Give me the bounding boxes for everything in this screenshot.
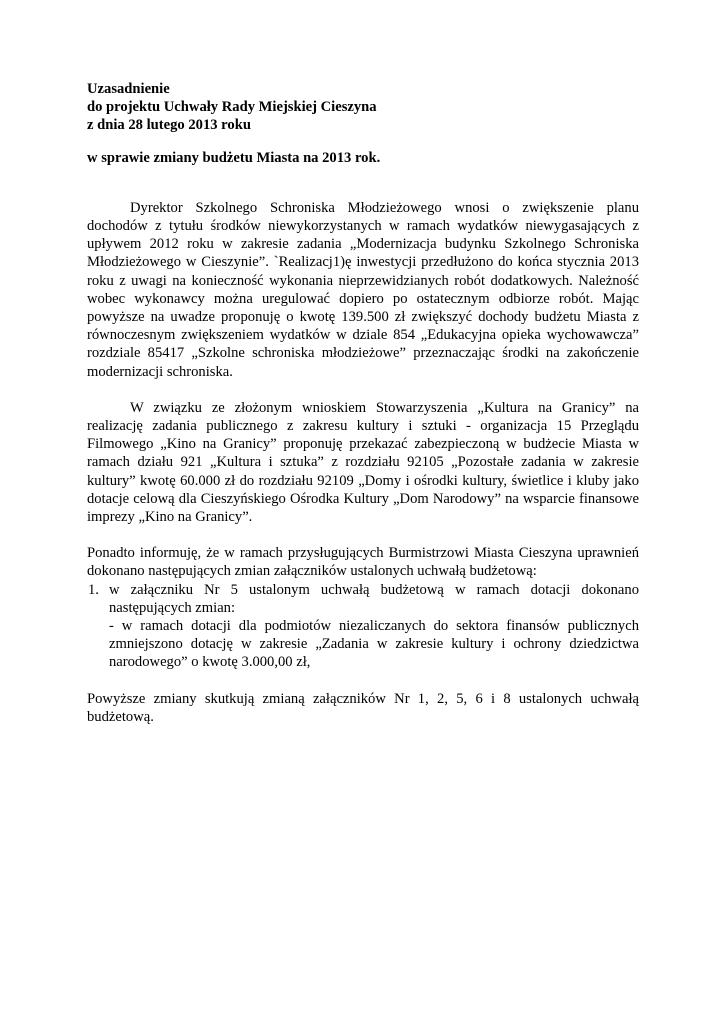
heading-title: Uzasadnienie: [87, 81, 170, 97]
changes-list: [87, 581, 639, 672]
paragraph-kino-na-granicy: W związku ze złożonym wnioskiem Stowarzyszenia „Kultura na Granicy” na realizację zadania publicznego z zakresu kultury i sztuki - organizacja 15 Przeglądu Filmowego „Kino na Granicy” proponuję przekazać zabezpieczoną w budżecie Miasta w ramach działu 921 „Kultura i sztuka” z rozdziału 92105 „Pozostałe zadania w zakresie kultury” kwotę 60.000 zł do rozdziału 92109 „Domy i ośrodki kultury, świetlice i kluby jako dotacje celową dla Cieszyńskiego Ośrodka Kultury „Dom Narodowy” na wsparcie finansowe imprezy „Kino na Granicy”.: [87, 399, 639, 526]
document-heading: [87, 80, 639, 135]
list-item-subtext: - w ramach dotacji dla podmiotów niezaliczanych do sektora finansów publicznych zmniejszono dotację w zakresie „Zadania w zakresie kultury i ochrony dziedzictwa narodowego” o kwotę 3.000,00 zł,: [109, 618, 639, 671]
document-subject: w sprawie zmiany budżetu Miasta na 2013 rok.: [87, 149, 381, 166]
heading-date: z dnia 28 lutego 2013 roku: [87, 117, 251, 134]
closing-paragraph: Powyższe zmiany skutkują zmianą załączników Nr 1, 2, 5, 6 i 8 ustalonych uchwałą budżetową.: [87, 690, 639, 725]
list-item-text: w załączniku Nr 5 ustalonym uchwałą budżetową w ramach dotacji dokonano następujących zmian:: [109, 581, 639, 616]
paragraph-school-hostel: Dyrektor Szkolnego Schroniska Młodzieżowego wnosi o zwiększenie planu dochodów z tytułu środków niewykorzystanych w ramach wydatków niewygasających z upływem 2012 roku w zakresie zadania „Modernizacja budynku Szkolnego Schroniska Młodzieżowego w Cieszynie”. `Realizacj1)ę inwestycji przedłużono do końca stycznia 2013 roku z uwagi na konieczność wykonania nieprzewidzianych robót dodatkowych. Należność wobec wykonawcy można uregulować dopiero po ostatecznym odbiorze robót. Mając powyższe na uwadze proponuję o kwotę 139.500 zł zwiększyć dochody budżetu Miasta z równoczesnym zwiększeniem wydatków w dziale 854 „Edukacyjna opieka wychowawcza” rozdziale 85417 „Szkolne schroniska młodzieżowe” przeznaczając środki na zakończenie modernizacji schroniska.: [87, 199, 639, 380]
heading-project: do projektu Uchwały Rady Miejskiej Cieszyna: [87, 99, 377, 116]
document-page: [87, 80, 639, 726]
list-item: [87, 581, 639, 672]
paragraph-mayor-changes: Ponadto informuję, że w ramach przysługujących Burmistrzowi Miasta Cieszyna uprawnień dokonano następujących zmian załączników ustalonych uchwałą budżetową:: [87, 545, 639, 580]
list-item-number: 1.: [88, 581, 99, 598]
